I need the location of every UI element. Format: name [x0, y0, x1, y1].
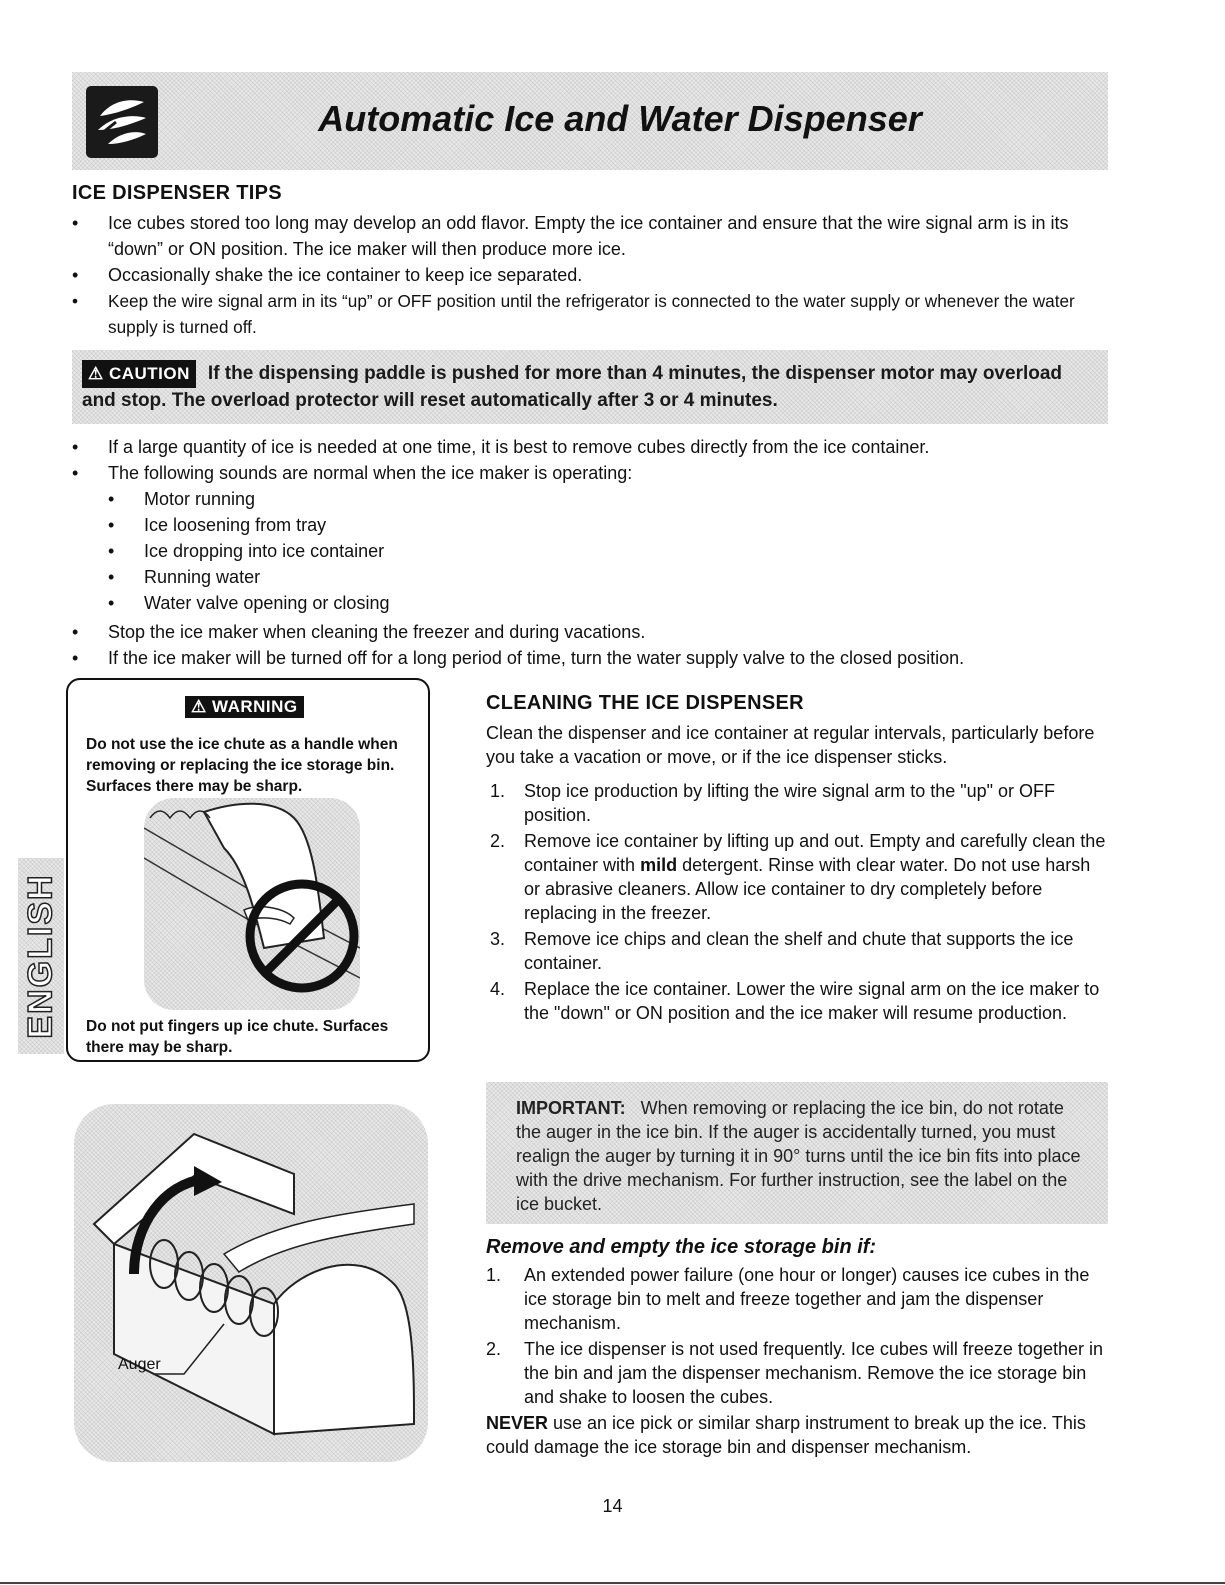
auger-label: Auger: [118, 1356, 161, 1373]
list-item: • Stop the ice maker when cleaning the freezer and during vacations.: [72, 619, 1112, 645]
tips-heading: ICE DISPENSER TIPS: [72, 182, 282, 204]
sounds-list: [72, 486, 1112, 616]
list-item: • Ice loosening from tray: [72, 512, 1112, 538]
page-number: 14: [602, 1496, 623, 1516]
list-item: 1. Stop ice production by lifting the wire signal arm to the "up" or OFF position.: [490, 781, 1056, 825]
list-item: • The following sounds are normal when the ice maker is operating:: [72, 460, 1112, 486]
warning-badge: ⚠ WARNING: [185, 696, 304, 718]
page-bottom-border: [0, 1582, 1225, 1584]
caution-bar: [72, 350, 1108, 424]
list-item: • Ice dropping into ice container: [72, 538, 1112, 564]
list-item: 4. Replace the ice container. Lower the wire signal arm on the ice maker to the "down" or ON position and the ice maker will resume production.: [490, 979, 1100, 1023]
list-item: • Running water: [72, 564, 1112, 590]
cleaning-steps: [486, 779, 1106, 1025]
cleaning-intro: Clean the dispenser and ice container at regular intervals, particularly before you take a vacation or move, or if the ice dispenser sticks.: [486, 723, 1095, 767]
remove-heading: Remove and empty the ice storage bin if:: [486, 1236, 877, 1258]
list-item: • If a large quantity of ice is needed at one time, it is best to remove cubes directly from the ice container.: [72, 434, 1112, 460]
important-label: IMPORTANT:: [516, 1098, 626, 1118]
language-tab: [18, 858, 64, 1054]
tips-list: [72, 210, 1112, 340]
final-tips-list: [72, 619, 1112, 671]
list-item: • Water valve opening or closing: [72, 590, 1112, 616]
more-tips-list: [72, 434, 1112, 486]
cleaning-heading: CLEANING THE ICE DISPENSER: [486, 692, 804, 714]
list-item: • Ice cubes stored too long may develop an odd flavor. Empty the ice container and ensure that the wire signal arm is in its “down” or ON position. The ice maker will then produce more ice.: [72, 210, 1112, 262]
list-item: • Keep the wire signal arm in its “up” or OFF position until the refrigerator is connected to the water supply or whenever the water supply is turned off.: [72, 288, 1112, 340]
ice-bin-illustration: [74, 1104, 428, 1462]
list-item: 3. Remove ice chips and clean the shelf and chute that supports the ice container.: [490, 929, 1074, 973]
list-item: • Motor running: [72, 486, 1112, 512]
caution-badge: ⚠ CAUTION: [82, 360, 196, 388]
page-title: Automatic Ice and Water Dispenser: [318, 98, 922, 139]
warning-box: [66, 678, 430, 1062]
list-item: 1. An extended power failure (one hour or longer) causes ice cubes in the ice storage bin to melt and freeze together and jam the dispenser mechanism.: [486, 1265, 1090, 1333]
cleaning-section: [486, 692, 1106, 1027]
header-banner: [72, 72, 1108, 170]
list-item: 2. The ice dispenser is not used frequently. Ice cubes will freeze together in the bin and jam the dispenser mechanism. Remove the ice storage bin and shake to loosen the cubes.: [486, 1339, 1103, 1407]
language-tab-label: ENGLISH: [21, 873, 60, 1039]
list-item: • Occasionally shake the ice container to keep ice separated.: [72, 262, 1112, 288]
important-note: [486, 1082, 1108, 1224]
caution-text: If the dispensing paddle is pushed for more than 4 minutes, the dispenser motor may overload and stop. The overload protector will reset automatically after 3 or 4 minutes.: [82, 363, 1063, 411]
warning-text-fingers: Do not put fingers up ice chute. Surfaces there may be sharp.: [86, 1018, 389, 1056]
warning-text-chute: Do not use the ice chute as a handle when removing or replacing the ice storage bin. Surfaces there may be sharp.: [86, 736, 398, 795]
never-note: NEVER use an ice pick or similar sharp instrument to break up the ice. This could damage the ice storage bin and dispenser mechanism.: [486, 1413, 1086, 1457]
list-item: • If the ice maker will be turned off for a long period of time, turn the water supply valve to the closed position.: [72, 645, 1112, 671]
important-text: When removing or replacing the ice bin, do not rotate the auger in the ice bin. If the auger is accidentally turned, you must realign the auger by turning it in 90° turns until the ice bin fits into place with the drive mechanism. For further instruction, see the label on the ice bucket.: [516, 1098, 1081, 1214]
list-item: 2. Remove ice container by lifting up and out. Empty and carefully clean the container with mild detergent. Rinse with clear water. Do not use harsh or abrasive cleaners. Allow ice container to dry completely before replacing in the freezer.: [490, 831, 1106, 923]
remove-list: [486, 1263, 1106, 1409]
remove-section: [486, 1236, 1106, 1459]
ice-chute-illustration: [144, 798, 360, 1010]
